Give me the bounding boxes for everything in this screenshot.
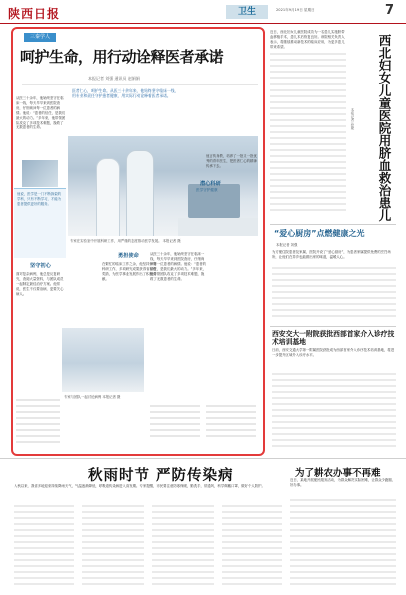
article-lead: 医者仁心，呵护生命。从医三十余年来，他始终坚守临床一线，用专业和责任守护患者健康，用实际行动诠释着医者承诺。: [72, 88, 179, 99]
subhead-4: 医学守护健康: [196, 188, 218, 192]
bottom-headline[interactable]: 秋雨时节 严防传染病: [88, 468, 234, 484]
column-2-body: 在繁忙的临床工作之余，他坚持开展科研工作，多项研究成果获得省部级奖励，为医学事业发展作出了积极贡献。: [102, 262, 157, 281]
bottom-article-body: 入秋以来，我省多地迎来持续降雨天气，气温逐渐降低，呼吸道传染病进入高发期。专家提醒，市民要注意防寒保暖，勤洗手，常通风，科学佩戴口罩，做好个人防护。: [14, 484, 265, 488]
article-kicker: 三秦学人: [24, 33, 56, 42]
main-photo-caption: 专家在实验室中开展科研工作，用严谨的态度推动医学发展。 本报记者 摄: [70, 239, 181, 243]
photo-figure-left: [96, 158, 120, 236]
right-box-author: 本报记者 刘强: [276, 243, 298, 247]
right-article-author: 本报记者 孙婕: [350, 108, 354, 130]
bottom-right-body: 近日，某地开展便民服务活动，为群众解决实际困难，让群众少跑腿、好办事。: [290, 478, 396, 487]
newspaper-logo: 陕西日报: [8, 7, 61, 21]
right-box-2-body: 日前，西安交通大学第一附属医院获批成为西部首家介入诊疗技术培训基地，将进一步提升区域介入诊疗水平。: [272, 348, 395, 357]
text-lines-main: [16, 398, 260, 450]
column-4-body: 他言传身教，培养了一批又一批优秀的青年医生，把医者仁心的精神传承下去。: [206, 154, 257, 168]
article-callout: 他说，医学是一门不断探索的学科，只有不断学习，才能为患者提供更好的服务。: [14, 188, 66, 258]
article-byline: 本报记者 刘强 通讯员 赵娟娟: [88, 76, 140, 81]
article-headline[interactable]: 呵护生命，用行动诠释医者承诺: [20, 48, 224, 66]
portrait-photo: [22, 160, 58, 187]
sub-photo-caption: 专家与团队一起讨论病例 本报记者 摄: [64, 395, 121, 399]
subhead-3: 潜心科研: [200, 181, 221, 187]
right-divider-2: [270, 326, 396, 327]
right-box-2-lines: [272, 372, 396, 452]
right-article-body: 近日，西北妇女儿童医院成功为一名患儿实施脐带血移植手术，患儿术后恢复良好。该院相关负责人表示，将继续推动新技术的临床应用，为更多患儿带来希望。: [270, 30, 345, 49]
right-box-lines: [272, 266, 396, 322]
right-article-title[interactable]: 西北妇女儿童医院用脐血救治患儿: [377, 34, 392, 222]
right-text-lines: [270, 50, 346, 220]
right-box-body: 为方便住院患者及家属，医院开设了“爱心厨房”，为患者家属提供免费的烹饪场所，让他们在异乡也能做出家的味道，温暖人心。: [272, 250, 391, 259]
date-line: 2021年9月19日 星期日: [276, 8, 315, 12]
section-tag: 卫生: [226, 5, 268, 19]
left-column-intro: 从医三十余年，他始终坚守在临床一线，每天早早来到医院查房，仔细询问每一位患者的病情。他说：“患者的信任，是我们最大的动力。”多年来，他带领团队攻克了多项技术难题，挽救了无数患者的生命。: [16, 96, 66, 130]
column-1-body: 面对复杂病例，他总是反复研究，查阅大量资料，与团队成员一起制定最佳治疗方案。他常说，医生不仅要治病，更要关心病人。: [16, 272, 64, 296]
masthead-rule: [0, 23, 406, 24]
right-divider-1: [270, 224, 396, 225]
bottom-right-lines: [290, 498, 396, 592]
bottom-text-lines: [14, 504, 284, 592]
bottom-divider: [0, 458, 406, 459]
page-number: 7: [385, 3, 395, 18]
right-box-2-title[interactable]: 西安交大一附院获批西部首家介入诊疗技术培训基地: [272, 330, 395, 346]
subhead-1: 坚守初心: [30, 263, 51, 269]
bottom-right-title[interactable]: 为了耕农办事不再难: [295, 468, 381, 479]
subhead-2: 勇担使命: [118, 253, 139, 259]
masthead: [0, 0, 406, 24]
sub-photo: [62, 328, 144, 392]
photo-figure-center: [126, 150, 154, 236]
column-3-body: 从医三十余年，他始终坚守在临床一线，每天早早来到医院查房，仔细询问每一位患者的病情。他说：“患者的信任，是我们最大的动力。”多年来，他带领团队攻克了多项技术难题，挽救了无数患者的生命。: [150, 252, 206, 281]
headline-divider: [22, 84, 258, 85]
right-box-title[interactable]: “爱心厨房”点燃健康之光: [274, 229, 365, 238]
